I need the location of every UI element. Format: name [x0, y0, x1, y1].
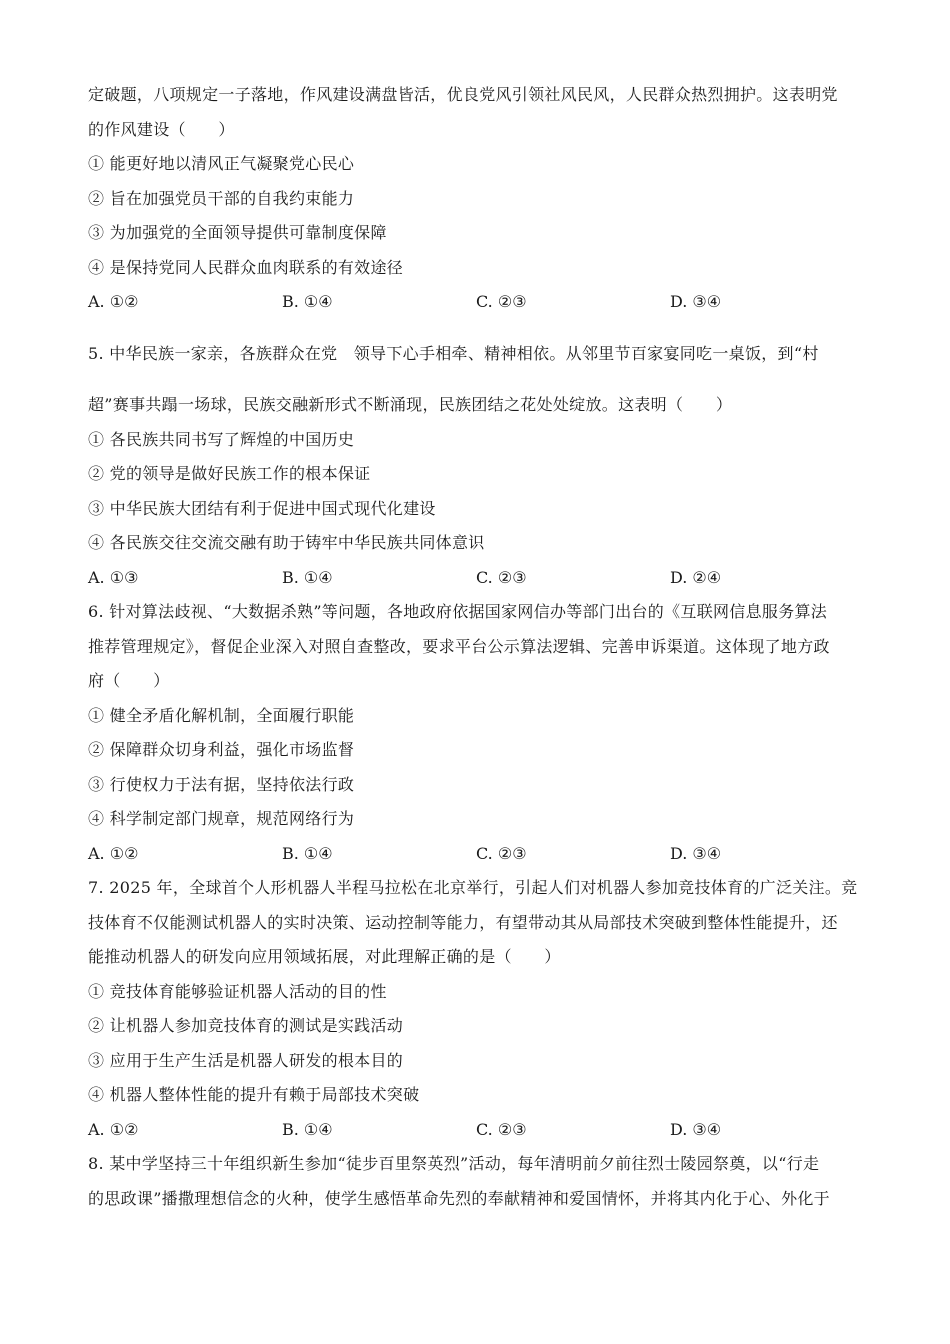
question-5-choice-a: A. ①③	[88, 567, 139, 587]
question-5-option-1: ① 各民族共同书写了辉煌的中国历史	[88, 429, 355, 449]
question-5	[88, 337, 868, 596]
question-4-choices	[88, 285, 868, 320]
question-4-option-4: ④ 是保持党同人民群众血肉联系的有效途径	[88, 257, 404, 277]
question-4-choice-d: D. ③④	[670, 292, 722, 311]
question-6-choices	[88, 837, 868, 872]
question-5-choice-d: D. ②④	[670, 567, 722, 587]
question-4-stem-line-2: 的作风建设（ ）	[88, 119, 235, 139]
question-4	[88, 78, 868, 320]
question-7-option-2: ② 让机器人参加竞技体育的测试是实践活动	[88, 1016, 404, 1035]
question-7-option-1: ① 竞技体育能够验证机器人活动的目的性	[88, 981, 387, 1001]
question-4-option-3: ③ 为加强党的全面领导提供可靠制度保障	[88, 223, 387, 242]
question-7	[88, 871, 868, 1147]
question-6-stem-line-2: 推荐管理规定》，督促企业深入对照自查整改，要求平台公示算法逻辑、完善申诉渠道。这体现了地方政	[88, 636, 830, 656]
question-6-option-1: ① 健全矛盾化解机制，全面履行职能	[88, 705, 355, 725]
question-6-choice-d: D. ③④	[670, 843, 722, 863]
question-7-choice-d: D. ③④	[670, 1119, 722, 1139]
question-7-choice-b: B. ①④	[282, 1119, 333, 1139]
question-7-option-4: ④ 机器人整体性能的提升有赖于局部技术突破	[88, 1085, 420, 1104]
question-5-option-3: ③ 中华民族大团结有利于促进中国式现代化建设	[88, 498, 436, 518]
question-7-choice-c: C. ②③	[476, 1119, 527, 1139]
question-6-option-3: ③ 行使权力于法有据，坚持依法行政	[88, 774, 355, 794]
question-5-option-4: ④ 各民族交往交流交融有助于铸牢中华民族共同体意识	[88, 533, 485, 552]
spacer	[88, 320, 868, 337]
question-7-option-3: ③ 应用于生产生活是机器人研发的根本目的	[88, 1050, 404, 1070]
question-4-choice-c: C. ②③	[476, 292, 527, 311]
question-6-choice-c: C. ②③	[476, 843, 527, 863]
question-6-choice-b: B. ①④	[282, 843, 333, 863]
question-4-option-2: ② 旨在加强党员干部的自我约束能力	[88, 188, 355, 208]
question-5-choices	[88, 561, 868, 596]
question-7-choice-a: A. ①②	[88, 1119, 139, 1139]
question-7-stem-line-1: 7. 2025 年，全球首个人形机器人半程马拉松在北京举行，引起人们对机器人参加竞技体育的广泛关注。竞	[88, 878, 858, 897]
question-4-option-1: ① 能更好地以清风正气凝聚党心民心	[88, 154, 355, 173]
question-4-choice-a: A. ①②	[88, 292, 139, 311]
question-7-stem-line-3: 能推动机器人的研发向应用领域拓展，对此理解正确的是（ ）	[88, 947, 561, 966]
question-6	[88, 595, 868, 871]
question-5-choice-c: C. ②③	[476, 567, 527, 587]
question-5-option-2: ② 党的领导是做好民族工作的根本保证	[88, 464, 371, 483]
question-4-stem-line-1: 定破题，八项规定一子落地，作风建设满盘皆活，优良党风引领社风民风，人民群众热烈拥护。这表明党	[88, 85, 838, 104]
question-6-stem-line-1: 6. 针对算法歧视、“大数据杀熟”等问题，各地政府依据国家网信办等部门出台的《互联网信息服务算法	[88, 602, 828, 621]
question-6-option-4: ④ 科学制定部门规章，规范网络行为	[88, 809, 355, 828]
question-7-choices	[88, 1113, 868, 1148]
question-8-stem-line-1: 8. 某中学坚持三十年组织新生参加“徒步百里祭英烈”活动，每年清明前夕前往烈士陵园祭奠，以“行走	[88, 1154, 820, 1173]
question-5-stem-line-1: 5. 中华民族一家亲，各族群众在党 领导下心手相牵、精神相依。从邻里节百家宴同吃一桌饭，到“村	[88, 343, 819, 363]
question-6-option-2: ② 保障群众切身利益，强化市场监督	[88, 740, 355, 759]
question-8	[88, 1147, 868, 1216]
question-5-stem-line-2: 超”赛事共蹋一场球，民族交融新形式不断涌现，民族团结之花处处绽放。这表明（ ）	[88, 395, 733, 414]
exam-page	[88, 78, 868, 1216]
question-5-choice-b: B. ①④	[282, 567, 333, 587]
question-6-stem-line-3: 府（ ）	[88, 671, 170, 690]
question-8-stem-line-2: 的思政课”播撒理想信念的火种，使学生感悟革命先烈的奉献精神和爱国情怀，并将其内化于心、外化于	[88, 1188, 830, 1208]
question-4-choice-b: B. ①④	[282, 292, 333, 311]
spacer	[88, 371, 868, 388]
question-6-choice-a: A. ①②	[88, 843, 139, 863]
question-7-stem-line-2: 技体育不仅能测试机器人的实时决策、运动控制等能力，有望带动其从局部技术突破到整体性能提升，还	[88, 912, 838, 932]
